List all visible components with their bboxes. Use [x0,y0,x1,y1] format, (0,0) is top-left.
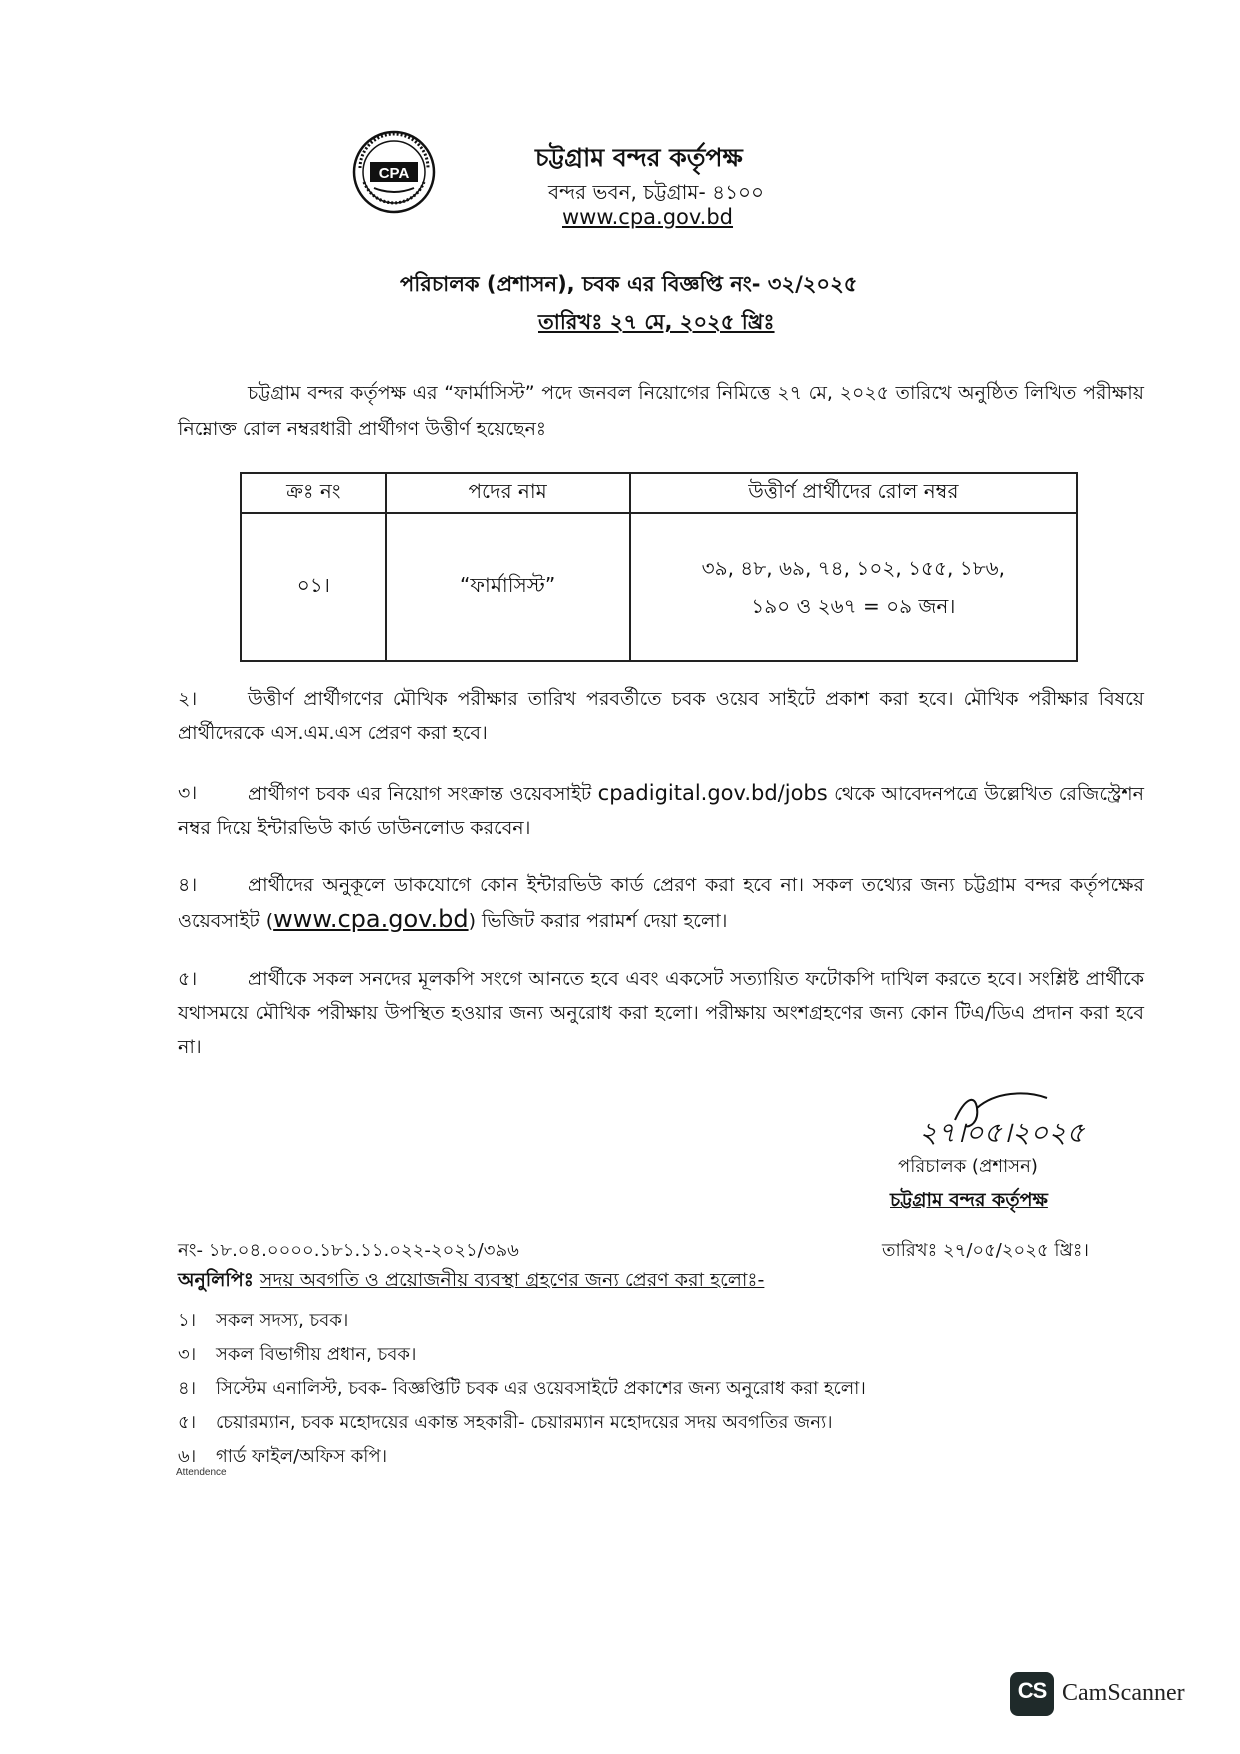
header-roll-numbers: উত্তীর্ণ প্রার্থীদের রোল নম্বর [630,473,1077,513]
handwritten-signature [915,1088,1105,1148]
roll-numbers-line-2: ১৯০ ও ২৬৭ = ০৯ জন। [751,594,956,618]
paragraph-text-part: প্রার্থীদের অনুকূলে ডাকযোগে কোন ইন্টারভিউ কার্ড প্রেরণ করা হবে না। সকল তথ্যের জন্য চট্টগ্রাম বন্দর কর্তৃপক্ষের ওয়েবসাইট ( [178,874,1144,932]
copy-to-label: অনুলিপিঃ [178,1269,254,1291]
list-item [178,1304,866,1338]
cpa-logo-icon [352,130,436,214]
cpa-website-link[interactable]: www.cpa.gov.bd [273,905,469,933]
paragraph-text-part: ) ভিজিট করার পরামর্শ দেয়া হলো। [468,910,728,932]
cell-post-name: “ফার্মাসিস্ট” [386,513,630,661]
list-item-number: ৩। [178,1344,197,1365]
paragraph-number: ৪। [178,874,198,896]
intro-paragraph: চট্টগ্রাম বন্দর কর্তৃপক্ষ এর “ফার্মাসিস্ট” পদে জনবল নিয়োগের নিমিত্তে ২৭ মে, ২০২৫ তারিখে অনুষ্ঠিত লিখিত পরীক্ষায় নিম্নোক্ত রোল নম্বরধারী প্রার্থীগণ উত্তীর্ণ হয়েছেনঃ [178,382,1144,440]
memo-date: তারিখঃ ২৭/০৫/২০২৫ খ্রিঃ। [882,1240,1089,1261]
paragraph-number: ২। [178,688,198,710]
paragraph-5 [178,962,1144,1064]
header-post-name: পদের নাম [386,473,630,513]
copy-to-list [178,1304,866,1474]
paragraph-text-part: প্রার্থীগণ চবক এর নিয়োগ সংক্রান্ত ওয়েবসাইট [248,783,598,805]
list-item-text: সকল সদস্য, চবক। [216,1310,349,1331]
paragraph-text [178,868,1144,938]
organization-name: চট্টগ্রাম বন্দর কর্তৃপক্ষ [535,143,743,172]
paragraph-text: প্রার্থীকে সকল সনদের মূলকপি সংগে আনতে হবে এবং একসেট সত্যায়িত ফটোকপি দাখিল করতে হবে। সংশ্লিষ্ট প্রার্থীকে যথাসময়ে মৌখিক পরীক্ষায় উপস্থিত হওয়ার জন্য অনুরোধ করা হলো। পরীক্ষায় অংশগ্রহণের জন্য কোন টিএ/ডিএ প্রদান করা হবে না। [178,968,1144,1058]
list-item-text: গার্ড ফাইল/অফিস কপি। [216,1446,388,1467]
camscanner-logo-text: CS [1017,1678,1047,1703]
copy-to-text: সদয় অবগতি ও প্রয়োজনীয় ব্যবস্থা গ্রহণের জন্য প্রেরণ করা হলোঃ- [259,1269,765,1291]
paragraph-2 [178,682,1144,750]
organization-website-link[interactable]: www.cpa.gov.bd [562,205,734,229]
cell-serial: ০১। [241,513,386,661]
organization-address: বন্দর ভবন, চট্টগ্রাম- ৪১০০ [548,180,765,204]
list-item-number: ৪। [178,1378,197,1399]
result-table [240,472,1078,662]
list-item-text: সিস্টেম এনালিস্ট, চবক- বিজ্ঞপ্তিটি চবক এর ওয়েবসাইটে প্রকাশের জন্য অনুরোধ করা হলো। [216,1378,866,1399]
memo-number: নং- ১৮.০৪.০০০০.১৮১.১১.০২২-২০২১/৩৯৬ [178,1240,519,1261]
list-item-number: ১। [178,1310,197,1331]
paragraph-text [178,776,1144,845]
list-item [178,1406,866,1440]
jobs-website-link[interactable]: cpadigital.gov.bd/jobs [597,781,828,805]
table-header-row [241,473,1077,513]
list-item-number: ৫। [178,1412,197,1433]
attendance-note: Attendence [176,1467,227,1478]
notice-date: তারিখঃ ২৭ মে, ২০২৫ খ্রিঃ [538,310,775,334]
paragraph-4 [178,868,1144,938]
paragraph-text-part: থেকে আবেদনপত্রে উল্লেখিত রেজিস্ট্রেশন নম্বর দিয়ে ইন্টারভিউ কার্ড ডাউনলোড করবেন। [178,783,1144,839]
header-serial: ক্রঃ নং [241,473,386,513]
list-item [178,1338,866,1372]
camscanner-name: CamScanner [1062,1680,1185,1706]
list-item [178,1440,866,1474]
paragraph-number: ৫। [178,968,198,990]
camscanner-logo-icon [1010,1672,1054,1716]
roll-numbers-line-1: ৩৯, ৪৮, ৬৯, ৭৪, ১০২, ১৫৫, ১৮৬, [701,556,1006,580]
list-item-number: ৬। [178,1446,197,1467]
cell-roll-numbers [630,513,1077,661]
table-row [241,513,1077,661]
signatory-organization: চট্টগ্রাম বন্দর কর্তৃপক্ষ [890,1189,1048,1211]
signatory-title: পরিচালক (প্রশাসন) [898,1156,1038,1177]
list-item-text: সকল বিভাগীয় প্রধান, চবক। [216,1344,417,1365]
svg-text:২৭।০৫।২০২৫: ২৭।০৫।২০২৫ [919,1116,1085,1148]
paragraph-3 [178,776,1144,845]
notice-number: পরিচালক (প্রশাসন), চবক এর বিজ্ঞপ্তি নং- ৩২/২০২৫ [400,272,858,296]
list-item-text: চেয়ারম্যান, চবক মহোদয়ের একান্ত সহকারী- চেয়ারম্যান মহোদয়ের সদয় অবগতির জন্য। [216,1412,833,1433]
list-item [178,1372,866,1406]
paragraph-number: ৩। [178,782,198,804]
copy-to-heading [178,1266,764,1298]
svg-text:CPA: CPA [378,165,410,182]
paragraph-text: উত্তীর্ণ প্রার্থীগণের মৌখিক পরীক্ষার তারিখ পরবর্তীতে চবক ওয়েব সাইটে প্রকাশ করা হবে। মৌখিক পরীক্ষার বিষয়ে প্রার্থীদেরকে এস.এম.এস প্রেরণ করা হবে। [178,688,1144,744]
